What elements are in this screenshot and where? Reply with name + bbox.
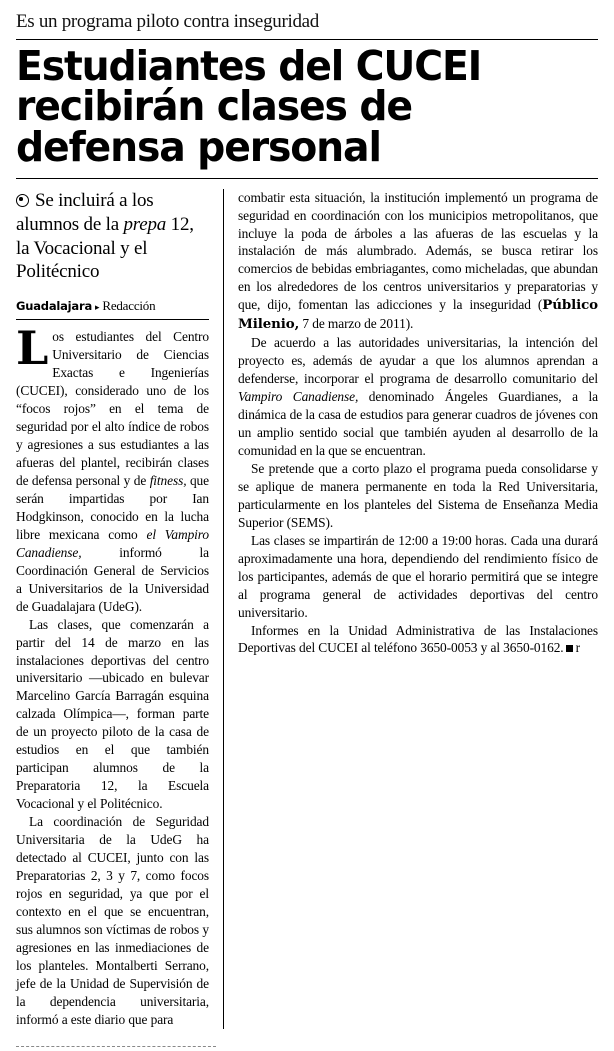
paragraph-right-5-text: Informes en la Unidad Administrativa de las Instalaciones Deportivas del CUCEI al teléfono 3650-0053 y al 3650-0162.: [238, 622, 598, 656]
headline-line-2: recibirán clases de: [16, 82, 412, 131]
article-kicker: Es un programa piloto contra inseguridad: [16, 11, 320, 32]
divider-under-headline: [16, 178, 598, 179]
byline-block: [16, 298, 209, 320]
article-summary: [16, 189, 209, 285]
bullet-icon: [16, 194, 29, 207]
summary-text-post: 12, la Vocacional y el Politécnico: [16, 213, 194, 283]
article-columns: [16, 189, 598, 1029]
paragraph-right-2-text: De acuerdo a las autoridades universitarias, la intención del proyecto es, además de ayudar a que los alumnos aprendan a defenderse, incorporar el programa de desarrollo comunitario del: [238, 335, 598, 387]
divider-top: [16, 39, 598, 40]
paragraph-left-1-em1: fitness,: [149, 473, 187, 488]
divider-byline: [16, 319, 209, 320]
column-right: [224, 189, 598, 658]
byline: [16, 298, 209, 314]
page-title: [16, 41, 575, 172]
paragraph-right-1-source: Público Milenio,: [238, 297, 598, 333]
paragraph-left-1-text: os estudiantes del Centro Universitario de Ciencias Exactas e Ingenierías (CUCEI), considerado uno de los “focos rojos” en el tema de seguridad por el alto índice de robos y agresiones a sus estudiantes a las afueras del plantel, recibirán clases de defensa personal y de: [16, 329, 209, 488]
paragraph-right-2: [238, 334, 598, 460]
paragraph-left-1-text3: informó la Coordinación General de Servicios a Universitarios de la Universidad de Guadalajara (UdeG).: [16, 544, 209, 614]
paragraph-right-1-text2: 7 de marzo de 2011).: [299, 316, 414, 332]
byline-place: Guadalajara: [16, 299, 93, 314]
paragraph-right-5-tail: r: [575, 640, 580, 656]
byline-arrow-icon: ▸: [95, 302, 100, 313]
paragraph-left-1-em2: el Vampiro Canadiense,: [16, 526, 209, 560]
column-left: [16, 189, 224, 1029]
paragraph-right-4: Las clases se impartirán de 12:00 a 19:00 horas. Cada una durará aproximadamente una hora, dependiendo del rendimiento físico de los participantes, además de que el horario permitirá que se integre al programa general de actividades deportivas del centro universitario.: [238, 532, 598, 620]
drop-cap: L: [16, 321, 49, 376]
bottom-dashed-rule: [16, 1046, 216, 1047]
paragraph-left-2: Las clases, que comenzarán a partir del 14 de marzo en las instalaciones deportivas del centro universitario —ubicado en bulevar Marcelino García Barragán esquina calzada Olímpica—, forman parte de un proyecto piloto de la casa de estudios en el que también participan alumnos de la Preparatoria 12, la Escuela Vocacional y el Politécnico.: [16, 616, 209, 812]
summary-emphasis: prepa: [123, 213, 167, 235]
paragraph-left-1: [16, 321, 209, 615]
paragraph-left-3: La coordinación de Seguridad Universitaria de la UdeG ha detectado al CUCEI, junto con las Preparatorias 2, 3 y 7, como focos rojos en seguridad, ya que por el contexto en el que se encuentran, sus alumnos son víctimas de robos y agresiones en las inmediaciones de los planteles. Montalberti Serrano, jefe de la Unidad de Supervisión de la dependencia universitaria, informó a este diario que para: [16, 814, 209, 1027]
summary-text-pre: Se incluirá a los alumnos de la: [16, 189, 154, 235]
end-mark-icon: [566, 645, 573, 652]
headline-line-1: Estudiantes del CUCEI: [16, 41, 482, 90]
byline-author: Redacción: [102, 298, 156, 314]
paragraph-right-2-text2: denominado Ángeles Guardianes, a la dinámica de la casa de estudios para generar cuadros de jóvenes con un amplio sentido social que también ayuden al desarrollo de la comunidad en la que se encuentran.: [238, 389, 598, 458]
paragraph-right-2-em1: Vampiro Canadiense,: [238, 389, 359, 405]
paragraph-right-1: [238, 189, 598, 335]
paragraph-right-3: Se pretende que a corto plazo el programa pueda consolidarse y se aplique de manera permanente en toda la Red Universitaria, particularmente en los planteles del Sistema de Enseñanza Media Superior (SEMS).: [238, 460, 598, 530]
paragraph-left-1-text2: que serán impartidas por Ian Hodgkinson, conocido en la lucha libre mexicana como: [16, 473, 209, 542]
headline-line-3: defensa personal: [16, 123, 381, 172]
paragraph-right-5: [238, 622, 598, 658]
paragraph-right-1-text: combatir esta situación, la institución implementó un programa de seguridad en coordinación con los municipios metropolitanos, que incluye la poda de árboles a las afueras de las escuelas y la instalación de más alumbrado. Además, se busca retirar los comercios de bebidas embriagantes, como micheladas, que abundan en los alrededores de los centros universitarios y preparatorias y que, dijo, fomentan las adicciones y la inseguridad (: [238, 189, 598, 313]
